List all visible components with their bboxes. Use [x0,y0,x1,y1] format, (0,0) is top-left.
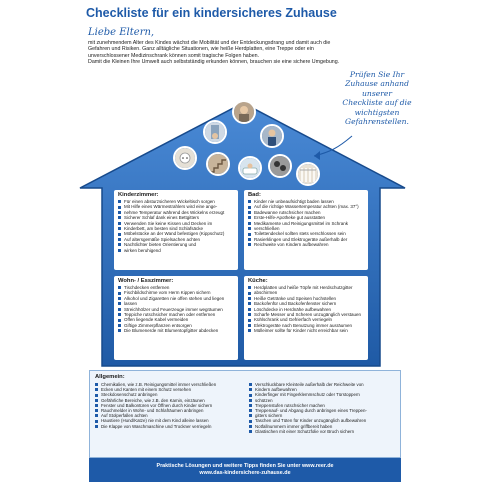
list-item: Die Klappe von Waschmaschine und Trockner verriegeln [95,424,241,429]
list-item: Möbelstücke an der Wand befestigen (Kippschutz) [118,231,234,236]
list-item: Tischdecken entfernen [118,285,234,290]
list-item: verschließen [248,226,364,231]
list-item: Medikamente und Reinigungsmittel im Schrank [248,221,364,226]
footer-link[interactable]: www.das-kindersichere-zuhause.de [199,470,291,476]
list-item: Teppiche rutschsicher machen oder entfernen [118,312,234,317]
room-bad [244,190,368,270]
list-item: Löschdecke in Herdnähe aufbewahren [248,307,364,312]
page-title: Checkliste für ein kindersicheres Zuhause [86,6,337,20]
room-title: Kinderzimmer: [118,192,159,198]
list-item: Fischbildschirme vom Herm Kippen sichern [118,290,234,295]
list-item: Haustiere (Hund/Katze) nie mit dem Kind alleine lassen [95,418,241,423]
photo-window [203,120,227,144]
list-item: Chemikalien, wie z.B. Reinigungsmittel immer verschließen [95,382,241,387]
list-item: Verschluckbare Kleinteile außerhalb der Reichweite von [249,382,395,387]
list-item: Kinderbett, am besten sind Schlafsäcke [118,226,234,231]
list-item: Rasierklingen und Elektrogeräte außerhalb der [248,237,364,242]
list-item: Glastischen mit einer Schutzfolie vor Bruch sichern [249,429,395,434]
photo-gate [296,162,320,186]
general-col-left [95,382,241,434]
photo-outlet [173,146,197,170]
callout-text: Prüfen Sie Ihr Zuhause anhand unserer Checkliste auf die wichtigsten Gefahrenstellen. [342,70,412,127]
list-item: Streichhölzer und Feuerzeuge immer wegräumen [118,307,234,312]
room-title: Küche: [248,278,268,284]
greeting: Liebe Eltern, [88,27,155,38]
list-item: Kinderfinger mit Fingerklemmschutz oder Türstoppern [249,392,395,397]
list-item: Kindern aufbewahren [249,387,395,392]
list-item: Taschen und Tüten für Kinder unzugänglich aufbewahren [249,418,395,423]
list-item: Reichweite von Kindern aufbewahren [248,242,364,247]
list-item: schützen [249,398,395,403]
intro-text: mit zunehmendem Alter des Kindes wächst die Mobilität und der Entdeckungsdrang und damit auch die Gefahren und Risiken. Ganz alltägliche Situationen, wie heiße Herdplatten, eine Treppe oder ein unverschlossener Medizinschrank können somit tragische Folgen haben. Damit die Kleinen Ihre Umwelt auch selbstständig erkunden können, brauchen sie eine sichere Umgebung. [88,40,340,65]
list-item: Kinder nie unbeaufsichtigt baden lassen [248,199,364,204]
room-title: Wohn- / Esszimmer: [118,278,174,284]
list-item: gitters sichern [249,413,395,418]
room-kinderzimmer [114,190,238,270]
footer-text: Praktische Lösungen und weitere Tipps finden Sie unter www.reer.de [156,463,334,469]
list-item: Elektrogeräte nach Benutzung immer ausräumen [248,323,364,328]
list-item: Mülleimer sollte für Kinder nicht erreichbar sein [248,328,364,333]
footer-banner [89,458,401,482]
list-item: Rauchmelder in Wohn- und Schlafräumen anbringen [95,408,241,413]
list-item: nehme Temperatur während des Wickelns erzeugt [118,210,234,215]
list-item: wirken beruhigend [118,248,234,253]
list-item: Toilettendeckel sollten stets verschlossen sein [248,231,364,236]
list-item: Erste-Hilfe-Apotheke gut ausstatten [248,215,364,220]
list-item: Backofenfür und Backofenfenster sichern [248,301,364,306]
list-item: Alkohol und Zigaretten nie offen stehen und liegen [118,296,234,301]
list-item: Treppenauf- und Abgang durch anbringen eines Treppen- [249,408,395,413]
list-item: Offen liegende Kabel vermeiden [118,317,234,322]
room-kueche [244,276,368,360]
general-title: Allgemein: [95,374,125,380]
list-item: Ecken und Kanten mit einem Schutz versehen [95,387,241,392]
list-item: Fenster und Balkontüren vor Öffnen durch Kinder sichern [95,403,241,408]
photo-bath [238,156,262,180]
list-item: Treppenstufen rutschsicher machen [249,403,395,408]
general-section [89,370,401,458]
list-item: Auf altersgemäße Spielsachen achten [118,237,234,242]
list-item: lassen [118,301,234,306]
photo-baby [232,100,256,124]
list-item: Herdplatten und heiße Töpfe mit Herdschutzgitter [248,285,364,290]
list-item: Notfallnummern immer griffbereit haben [249,424,395,429]
list-item: Badewanne rutschsicher machen [248,210,364,215]
list-item: Sicherer Schlaf dank eines Bettgitters [118,215,234,220]
room-wohnzimmer [114,276,238,360]
list-item: Heiße Getränke und Speisen hochstellen [248,296,364,301]
room-title: Bad: [248,192,261,198]
list-item: Kühlschrank und Gefrierfach verriegeln [248,317,364,322]
list-item: Für einen absturzsicheren Wickeltisch sorgen [118,199,234,204]
list-item: Nachtlichter bieten Orientierung und [118,242,234,247]
photo-child [260,124,284,148]
list-item: Mit Hilfe eines Wärmestrahlers wird eine ange- [118,204,234,209]
list-item: Die Blumenerde mit Blumentopfgitter abdecken [118,328,234,333]
photo-stove [268,154,292,178]
general-col-right [249,382,395,434]
list-item: Auf Stolperfallen achten [95,413,241,418]
list-item: abschirmen [248,290,364,295]
list-item: Verwenden Sie keine Kissen und Decken im [118,221,234,226]
list-item: Gefährliche Bereiche, wie z.B. den Kamin, einzäunen [95,398,241,403]
list-item: Giftige Zimmerpflanzen entsorgen [118,323,234,328]
list-item: Scharfe Messer und Scheren unzugänglich verstauen [248,312,364,317]
list-item: Steckdosenschutz anbringen [95,392,241,397]
list-item: Auf die richtige Wassertemperatur achten (max. 37°) [248,204,364,209]
photo-stairs [206,152,230,176]
